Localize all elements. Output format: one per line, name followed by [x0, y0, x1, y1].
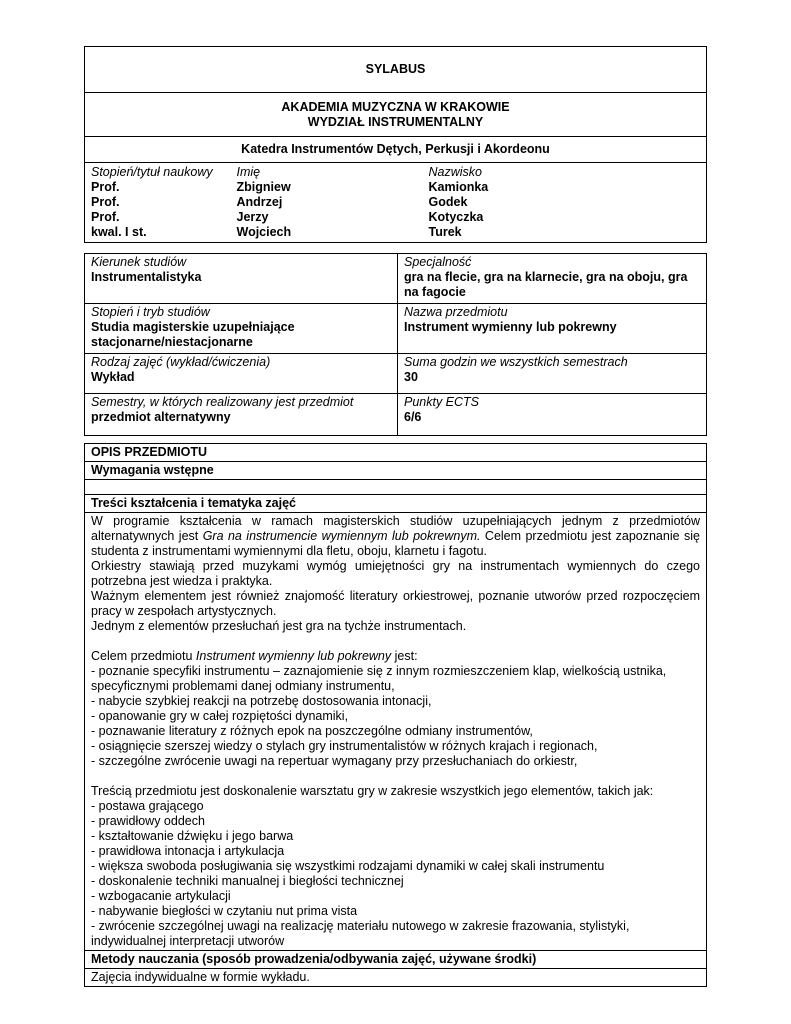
total-hours-label: Suma godzin we wszystkich semestrach [404, 355, 628, 369]
ects-label: Punkty ECTS [404, 395, 480, 409]
column-header-first-name: Imię [236, 165, 261, 179]
field-of-study-cell [85, 254, 398, 304]
column-header-degree: Stopień/tytuł naukowy [91, 165, 213, 179]
intro-text: W programie kształcenia w ramach magisterskich studiów uzupełniających jednym z przedmiotów alternatywnych jest [91, 514, 700, 543]
study-level-label: Stopień i tryb studiów [91, 305, 210, 319]
staff-last-name: Godek [428, 195, 468, 209]
field-of-study-value: Instrumentalistyka [91, 270, 202, 284]
content-item: - postawa grającego [91, 799, 204, 813]
ects-cell [398, 394, 707, 436]
staff-degree: Prof. [91, 210, 120, 224]
staff-first-name-column [231, 163, 423, 243]
staff-last-name: Kotyczka [428, 210, 484, 224]
goal-intro-text: Celem przedmiotu [91, 649, 196, 663]
prerequisites-title: Wymagania wstępne [85, 462, 707, 480]
semesters-cell [85, 394, 398, 436]
goal-intro [91, 649, 700, 664]
department-name: Katedra Instrumentów Dętych, Perkusji i Akordeonu [85, 137, 707, 163]
content-intro: Treścią przedmiotu jest doskonalenie warsztatu gry w zakresie wszystkich jego elementów, takich jak: [91, 784, 654, 798]
subject-name-cell [398, 304, 707, 354]
intro-italic-text: Gra na instrumencie wymiennym lub pokrewnym. [202, 529, 481, 543]
content-item: - większa swoboda posługiwania się wszystkimi rodzajami dynamiki w całej skali instrumentu [91, 859, 605, 873]
content-item: - kształtowanie dźwięku i jego barwa [91, 829, 294, 843]
study-level-cell [85, 304, 398, 354]
goal-item: - poznanie specyfiki instrumentu – zaznajomienie się z innym rozmieszczeniem klap, wielkością ustnika, specyficznymi problemami danej odmiany instrumentu, [91, 664, 667, 693]
subject-name-label: Nazwa przedmiotu [404, 305, 508, 319]
goal-item: - opanowanie gry w całej rozpiętości dynamiki, [91, 709, 349, 723]
staff-degree-column [85, 163, 231, 243]
total-hours-value: 30 [404, 370, 418, 384]
goal-item: - szczególne zwrócenie uwagi na repertuar wymagany przy przesłuchaniach do orkiestr, [91, 754, 578, 768]
orchestra-paragraph: Orkiestry stawiają przed muzykami wymóg umiejętności gry na instrumentach wymiennych do czego potrzebna jest wiedza i praktyka. [91, 559, 700, 588]
content-item: - prawidłowy oddech [91, 814, 205, 828]
staff-last-name: Turek [428, 225, 462, 239]
content-item: - zwrócenie szczególnej uwagi na realizację materiału nutowego w zakresie frazowania, stylistyki, indywidualnej interpretacji utworów [91, 919, 630, 948]
subject-name-value: Instrument wymienny lub pokrewny [404, 320, 617, 334]
goal-item: - nabycie szybkiej reakcji na potrzebę dostosowania intonacji, [91, 694, 432, 708]
faculty-name: WYDZIAŁ INSTRUMENTALNY [307, 114, 484, 129]
study-level-value: Studia magisterskie uzupełniające stacjonarne/niestacjonarne [91, 320, 295, 349]
class-type-value: Wykład [91, 370, 135, 384]
content-title: Treści kształcenia i tematyka zajęć [85, 495, 707, 513]
content-item: - doskonalenie techniki manualnej i biegłości technicznej [91, 874, 404, 888]
column-header-last-name: Nazwisko [428, 165, 482, 179]
methods-title: Metody nauczania (sposób prowadzenia/odbywania zajęć, używane środki) [85, 951, 707, 969]
field-of-study-label: Kierunek studiów [91, 255, 187, 269]
ects-value: 6/6 [404, 410, 422, 424]
staff-degree: Prof. [91, 180, 120, 194]
header-table [84, 46, 707, 243]
staff-table [85, 163, 707, 243]
course-description-table [84, 443, 707, 987]
auditions-paragraph: Jednym z elementów przesłuchań jest gra na tychże instrumentach. [91, 619, 467, 633]
content-item: - wzbogacanie artykulacji [91, 889, 231, 903]
academy-name: AKADEMIA MUZYCZNA W KRAKOWIE [281, 99, 510, 114]
goal-item: - poznawanie literatury z różnych epok na poszczególne odmiany instrumentów, [91, 724, 533, 738]
section-title: OPIS PRZEDMIOTU [85, 444, 707, 462]
semesters-value: przedmiot alternatywny [91, 410, 231, 424]
staff-last-name-column [423, 163, 707, 243]
class-type-cell [85, 354, 398, 394]
staff-degree: Prof. [91, 195, 120, 209]
document-title: SYLABUS [85, 47, 707, 93]
methods-value: Zajęcia indywidualne w formie wykładu. [85, 969, 707, 987]
staff-first-name: Jerzy [236, 210, 269, 224]
content-item: - nabywanie biegłości w czytaniu nut prima vista [91, 904, 358, 918]
staff-first-name: Wojciech [236, 225, 292, 239]
specialty-value: gra na flecie, gra na klarnecie, gra na oboju, gra na fagocie [404, 270, 688, 299]
institution-cell [85, 93, 707, 137]
prerequisites-value [85, 480, 707, 495]
goal-intro-italic: Instrument wymienny lub pokrewny [195, 649, 392, 663]
semesters-label: Semestry, w których realizowany jest przedmiot [91, 395, 354, 409]
content-item: - prawidłowa intonacja i artykulacja [91, 844, 285, 858]
staff-degree: kwal. I st. [91, 225, 147, 239]
staff-first-name: Andrzej [236, 195, 283, 209]
course-info-table [84, 253, 707, 436]
intro-text-continued: Celem przedmiotu jest zapoznanie się studenta z instrumentami wymiennymi dla fletu, oboju, klarnetu i fagotu. [91, 529, 700, 558]
goal-item: - osiągnięcie szerszej wiedzy o stylach gry instrumentalistów w różnych krajach i regionach, [91, 739, 598, 753]
staff-first-name: Zbigniew [236, 180, 291, 194]
goal-intro-end: jest: [391, 649, 418, 663]
specialty-cell [398, 254, 707, 304]
intro-paragraph [91, 514, 700, 559]
total-hours-cell [398, 354, 707, 394]
staff-last-name: Kamionka [428, 180, 489, 194]
content-body [85, 513, 707, 951]
literature-paragraph: Ważnym elementem jest również znajomość literatury orkiestrowej, poznanie utworów przed rozpoczęciem pracy w zespołach artystycznych. [91, 589, 700, 618]
specialty-label: Specjalność [404, 255, 472, 269]
class-type-label: Rodzaj zajęć (wykład/ćwiczenia) [91, 355, 271, 369]
